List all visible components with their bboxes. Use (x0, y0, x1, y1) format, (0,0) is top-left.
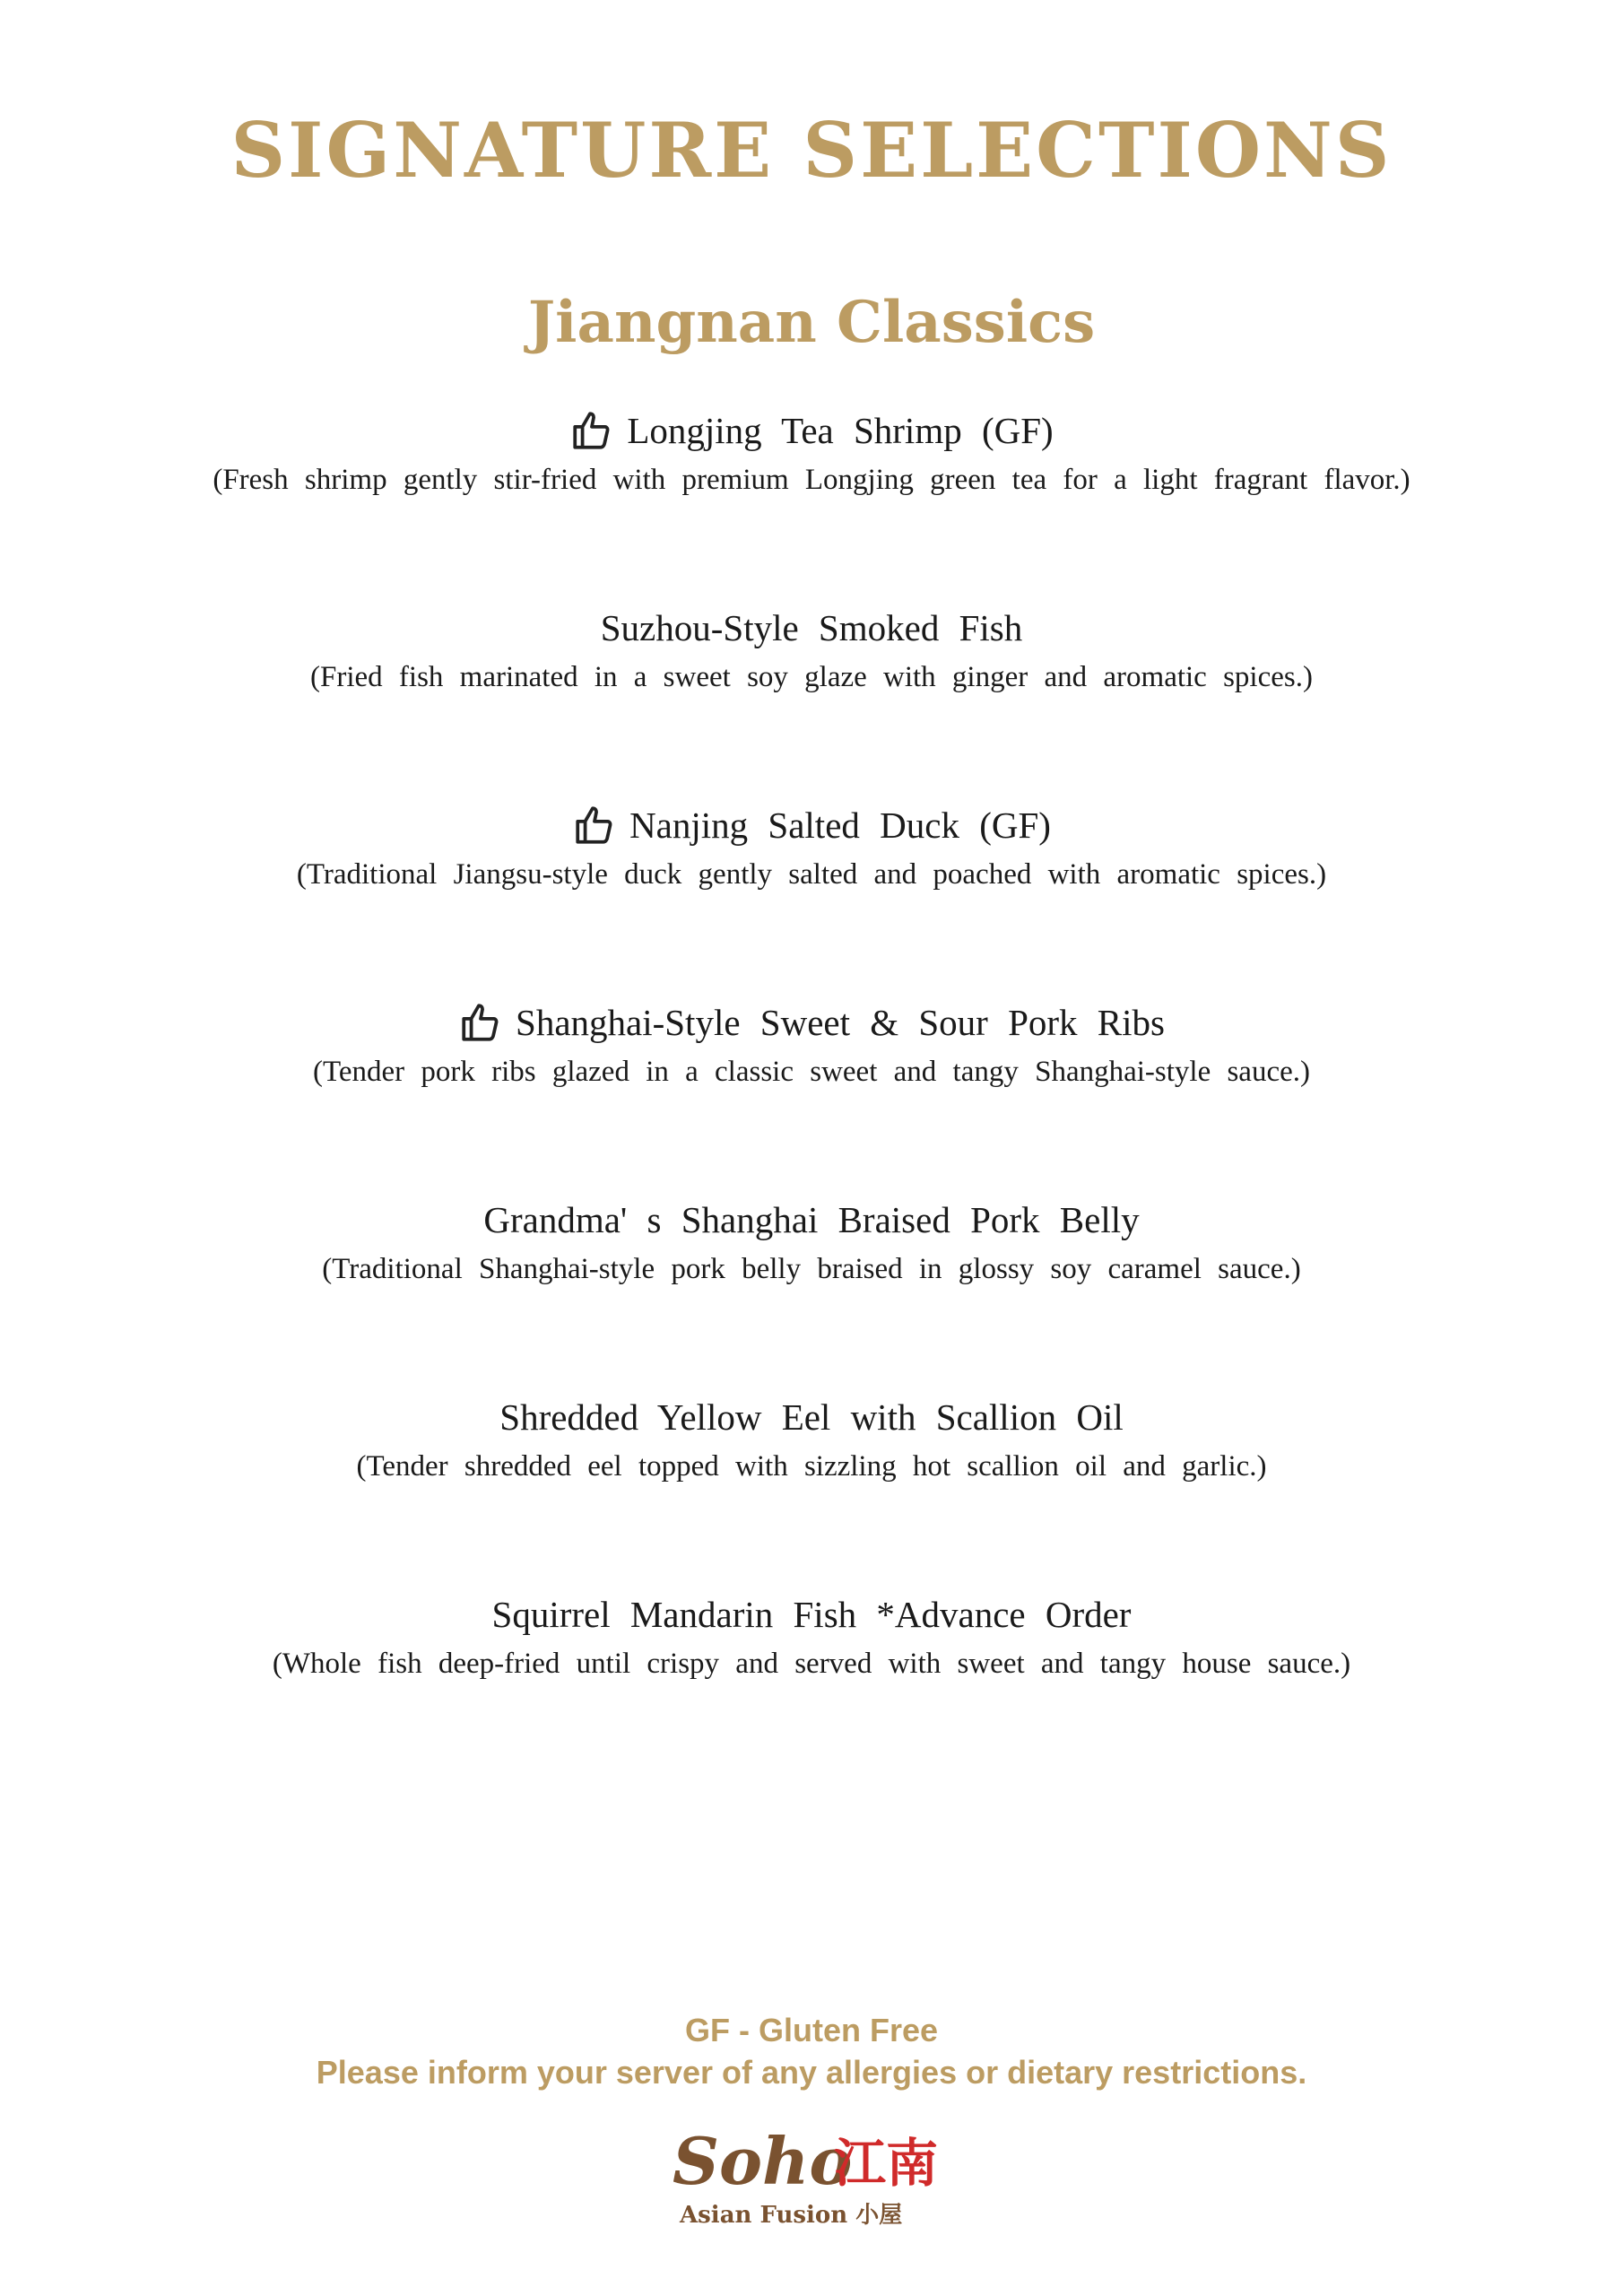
menu-item (0, 404, 1623, 601)
item-name-row (601, 601, 1022, 655)
item-description: (Tender pork ribs glazed in a classic sweet and tangy Shanghai-style sauce.) (312, 1056, 1310, 1088)
item-name-row (572, 798, 1051, 852)
gf-legend: GF - Gluten Free (684, 2012, 939, 2048)
menu-item (0, 798, 1623, 996)
thumbs-up-icon (458, 1000, 503, 1045)
item-description: (Whole fish deep-fried until crispy and served with sweet and tangy house sauce.) (272, 1648, 1351, 1680)
item-description: (Traditional Jiangsu-style duck gently salted and poached with aromatic spices.) (296, 858, 1327, 891)
page-title: SIGNATURE SELECTIONS (230, 106, 1393, 195)
item-name: Shanghai-Style Sweet & Sour Pork Ribs (516, 1002, 1165, 1043)
logo-subtitle: Asian Fusion 小屋 (680, 2202, 903, 2229)
item-description: (Tender shredded eel topped with sizzling hot scallion oil and garlic.) (356, 1450, 1267, 1483)
logo-chinese: 江南 (834, 2133, 939, 2194)
thumbs-up-icon (569, 408, 614, 453)
thumbs-up-icon (572, 803, 617, 848)
item-name: Squirrel Mandarin Fish *Advance Order (491, 1594, 1132, 1635)
section-title: Jiangnan Classics (527, 289, 1096, 356)
item-name: Suzhou-Style Smoked Fish (600, 607, 1023, 648)
footer (0, 2009, 1623, 2093)
restaurant-logo (664, 2117, 986, 2233)
item-name-row (499, 1390, 1123, 1444)
menu-item (0, 1193, 1623, 1390)
item-description: (Fresh shrimp gently stir-fried with premium Longjing green tea for a light fragrant flavor.) (213, 464, 1410, 496)
item-name-row (569, 404, 1053, 457)
item-name: Grandma' s Shanghai Braised Pork Belly (483, 1199, 1140, 1240)
menu-item (0, 996, 1623, 1193)
allergy-notice: Please inform your server of any allergies or dietary restrictions. (316, 2054, 1307, 2091)
item-name-row (458, 996, 1165, 1049)
item-name-row (483, 1193, 1139, 1247)
menu-item (0, 601, 1623, 798)
item-name: Nanjing Salted Duck (GF) (629, 804, 1051, 846)
menu-list (0, 404, 1623, 1785)
item-description: (Traditional Shanghai-style pork belly braised in glossy soy caramel sauce.) (322, 1253, 1301, 1285)
logo-brand: Soho (673, 2123, 853, 2199)
menu-item (0, 1390, 1623, 1587)
item-description: (Fried fish marinated in a sweet soy glaze with ginger and aromatic spices.) (310, 661, 1313, 693)
item-name: Longjing Tea Shrimp (GF) (627, 410, 1054, 451)
item-name: Shredded Yellow Eel with Scallion Oil (499, 1396, 1124, 1438)
item-name-row (492, 1587, 1132, 1641)
menu-item (0, 1587, 1623, 1785)
